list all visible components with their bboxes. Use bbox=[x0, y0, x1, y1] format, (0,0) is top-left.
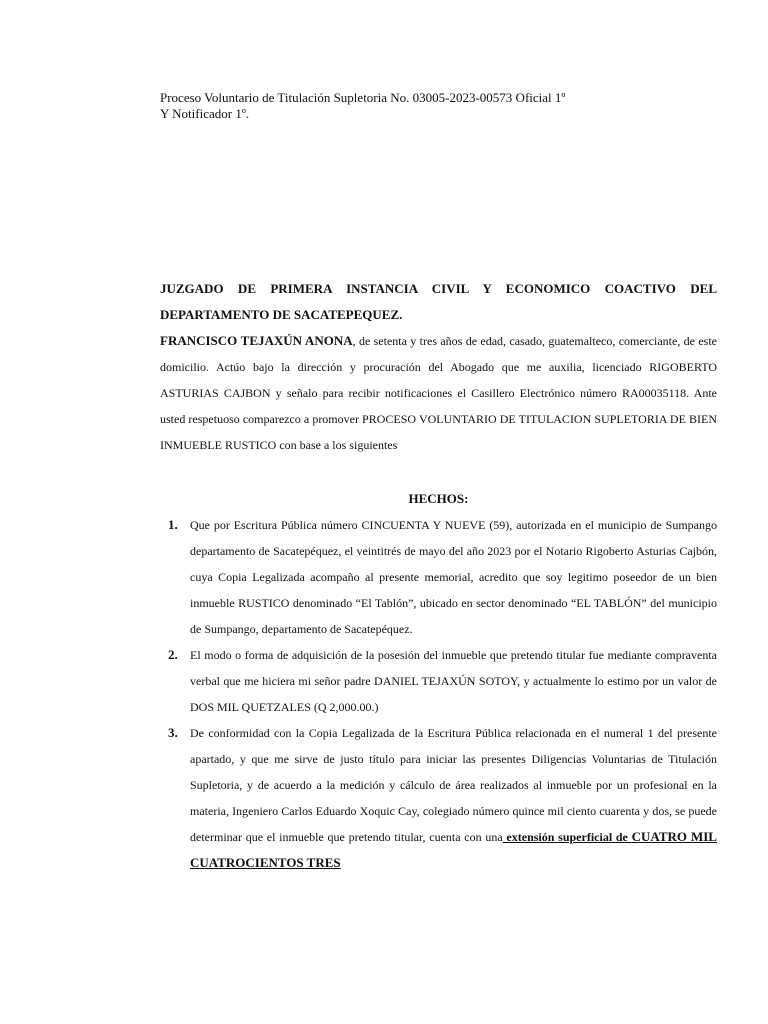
case-reference bbox=[160, 90, 680, 122]
fact-number: 3. bbox=[168, 725, 178, 740]
intro-paragraph bbox=[160, 328, 717, 458]
fact-text: De conformidad con la Copia Legalizada de la Escritura Pública relacionada en el numeral 1 del presente apartado, y que me sirve de justo título para iniciar las presentes Diligencias Voluntarias de Titulación Supletoria, y de acuerdo a la medición y cálculo de área realizados al inmueble por un profesional en la materia, Ingeniero Carlos Eduardo Xoquic Cay, colegiado número quince mil ciento cuarenta y dos, se puede determinar que el inmueble que pretendo titular, cuenta con una bbox=[190, 726, 717, 844]
fact-item-2 bbox=[160, 642, 717, 720]
fact-text: Que por Escritura Pública número CINCUENTA Y NUEVE (59), autorizada en el municipio de Sumpango departamento de Sacatepéquez, el veintitrés de mayo del año 2023 por el Notario Rigoberto Asturias Cajbón, cuya Copia Legalizada acompaño al presente memorial, acredito que soy legitimo poseedor de un bien inmueble RUSTICO denominado “El Tablón”, ubicado en sector denominado “EL TABLÓN” del municipio de Sumpango, departamento de Sacatepéquez. bbox=[190, 518, 717, 636]
fact-number: 1. bbox=[168, 517, 178, 532]
intro-body: , de setenta y tres años de edad, casado, guatemalteco, comerciante, de este domicilio. Actúo bajo la dirección y procuración del Abogado que me auxilia, licenciado RIGOBERTO ASTURIAS CAJBON y señalo para recibir notificaciones el Casillero Electrónico número RA00035118. Ante usted respetuoso comparezco a promover PROCESO VOLUNTARIO DE TITULACION SUPLETORIA DE BIEN INMUEBLE RUSTICO con base a los siguientes bbox=[160, 334, 718, 452]
fact-emphasis-caps: CUATRO MIL CUATROCIENTOS TRES bbox=[190, 829, 717, 870]
fact-item-1 bbox=[160, 512, 717, 642]
fact-text: El modo o forma de adquisición de la posesión del inmueble que pretendo titular fue mediante compraventa verbal que me hiciera mi señor padre DANIEL TEJAXÚN SOTOY, y actualmente lo estimo por un valor de DOS MIL QUETZALES (Q 2,000.00.) bbox=[190, 648, 717, 714]
section-title-hechos: HECHOS: bbox=[408, 491, 469, 506]
fact-emphasis-text: extensión superficial de bbox=[502, 830, 632, 844]
case-reference-line-2: Y Notificador 1º. bbox=[160, 106, 250, 121]
facts-list bbox=[160, 512, 717, 876]
fact-item-3 bbox=[160, 720, 717, 876]
case-reference-line-1: Proceso Voluntario de Titulación Supletoria No. 03005-2023-00573 Oficial 1º bbox=[160, 90, 566, 105]
court-addressee: JUZGADO DE PRIMERA INSTANCIA CIVIL Y ECONOMICO COACTIVO DEL DEPARTAMENTO DE SACATEPEQUEZ. bbox=[160, 281, 717, 322]
fact-number: 2. bbox=[168, 647, 178, 662]
petitioner-name: FRANCISCO TEJAXÚN ANONA bbox=[160, 333, 353, 348]
